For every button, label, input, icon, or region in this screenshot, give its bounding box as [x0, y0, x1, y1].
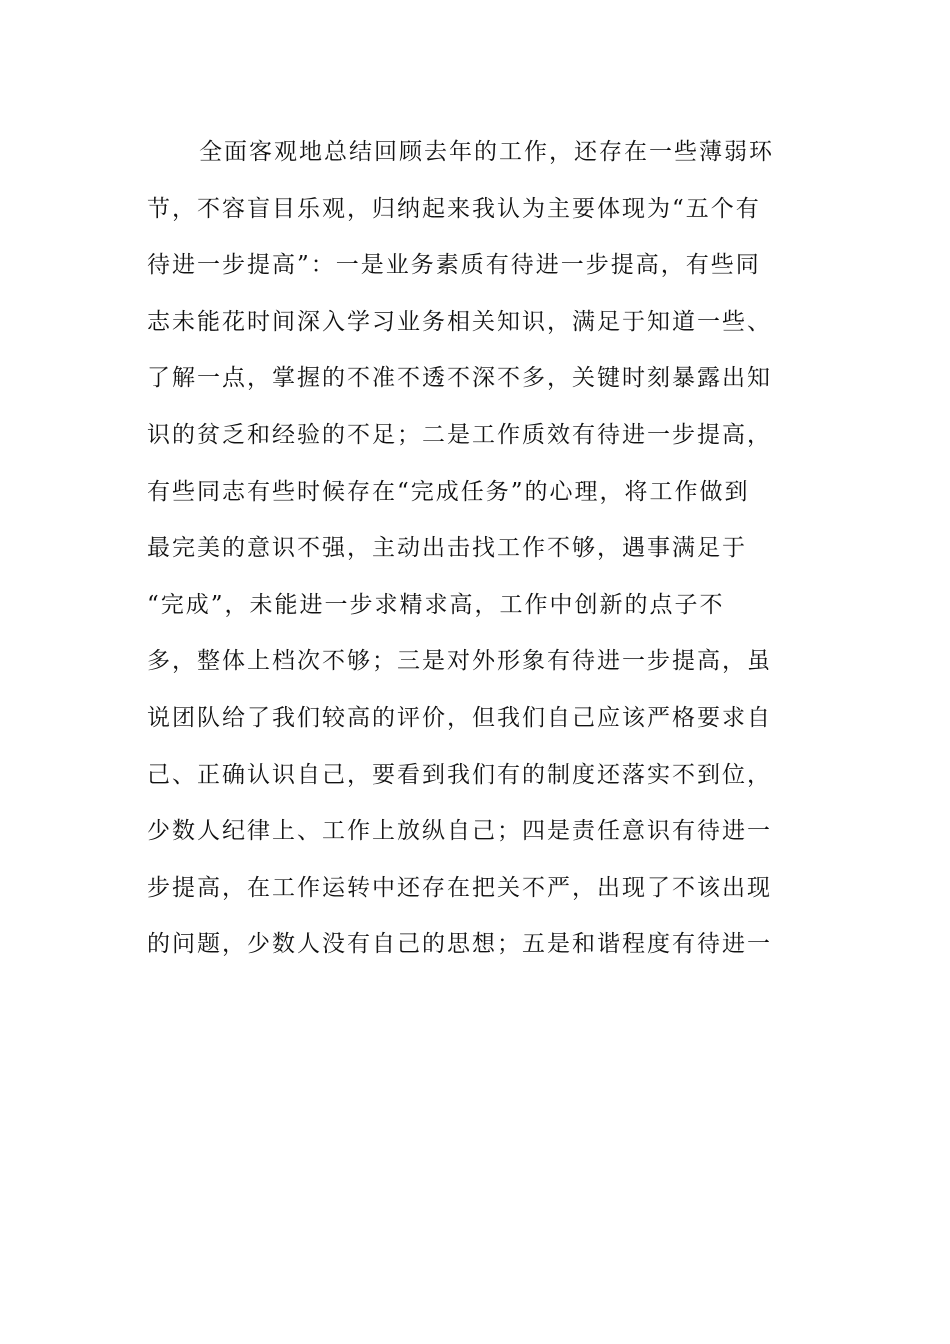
paragraph-line: 己、正确认识自己，要看到我们有的制度还落实不到位，: [147, 761, 772, 788]
paragraph-line: 说团队给了我们较高的评价，但我们自己应该严格要求自: [147, 704, 772, 731]
paragraph-line: 最完美的意识不强，主动出击找工作不够，遇事满足于: [147, 535, 747, 562]
paragraph-line: 全面客观地总结回顾去年的工作，还存在一些薄弱环: [199, 139, 774, 165]
paragraph-line: 节，不容盲目乐观，归纳起来我认为主要体现为“五个有: [147, 195, 761, 222]
paragraph-line: 步提高，在工作运转中还存在把关不严，出现了不该出现: [147, 874, 772, 901]
paragraph-line: 多，整体上档次不够；三是对外形象有待进一步提高，虽: [147, 648, 772, 675]
paragraph-line: 的问题，少数人没有自己的思想；五是和谐程度有待进一: [147, 931, 772, 958]
body-paragraph: [147, 130, 787, 979]
paragraph-line: 有些同志有些时候存在“完成任务”的心理，将工作做到: [147, 478, 750, 505]
paragraph-line: 识的贫乏和经验的不足；二是工作质效有待进一步提高，: [147, 421, 772, 448]
paragraph-line: “完成”，未能进一步求精求高，工作中创新的点子不: [147, 591, 725, 618]
paragraph-line: 待进一步提高”：一是业务素质有待进一步提高，有些同: [147, 252, 761, 279]
paragraph-line: 志未能花时间深入学习业务相关知识，满足于知道一些、: [147, 308, 772, 335]
paragraph-line: 了解一点，掌握的不准不透不深不多，关键时刻暴露出知: [147, 365, 772, 392]
paragraph-line: 少数人纪律上、工作上放纵自己；四是责任意识有待进一: [147, 818, 772, 845]
